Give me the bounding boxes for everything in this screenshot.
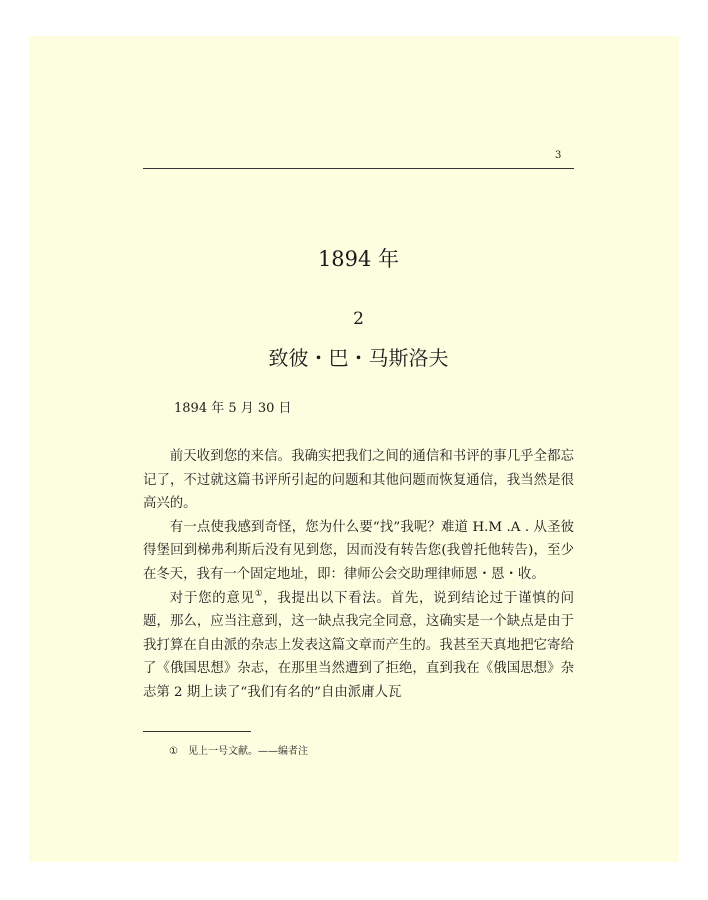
paragraph (143, 587, 574, 705)
footnote-rule (143, 731, 251, 732)
footnote (169, 745, 308, 759)
page-number: 3 (555, 150, 562, 161)
paragraph-text: 对于您的意见 (169, 590, 255, 606)
letter-date: 1894 年 5 月 30 日 (174, 401, 292, 416)
letter-body (143, 445, 574, 705)
letter-number: 2 (353, 309, 364, 329)
paragraph-text: ，我提出以下看法。首先，说到结论过于谨慎的问题，那么，应当注意到，这一缺点我完全同意，这确实是一个缺点是由于我打算在自由派的杂志上发表这篇文章而产生的。我甚至天真地把它寄给了《俄国思想》杂志，在那里当然遭到了拒绝，直到我在《俄国思想》杂志第 2 期上读了“我们有名的”自由派庸人瓦 (143, 590, 575, 700)
header-rule (143, 168, 574, 169)
year-heading: 1894 年 (317, 247, 400, 271)
paragraph: 有一点使我感到奇怪，您为什么要“找”我呢？难道 H.M .A . 从圣彼得堡回到梯弗利斯后没有见到您，因而没有转告您(我曾托他转告)，至少在冬天，我有一个固定地址，即：律师公会交助理律师恩・恩・收。 (143, 519, 574, 582)
footnote-reference[interactable]: ① (254, 588, 264, 599)
footnote-text: 见上一号文献。——编者注 (187, 746, 308, 757)
paragraph: 前天收到您的来信。我确实把我们之间的通信和书评的事几乎全都忘记了，不过就这篇书评所引起的问题和其他问题而恢复通信，我当然是很高兴的。 (143, 449, 574, 512)
footnote-mark: ① (169, 746, 178, 757)
letter-title: 致彼・巴・马斯洛夫 (268, 346, 449, 370)
